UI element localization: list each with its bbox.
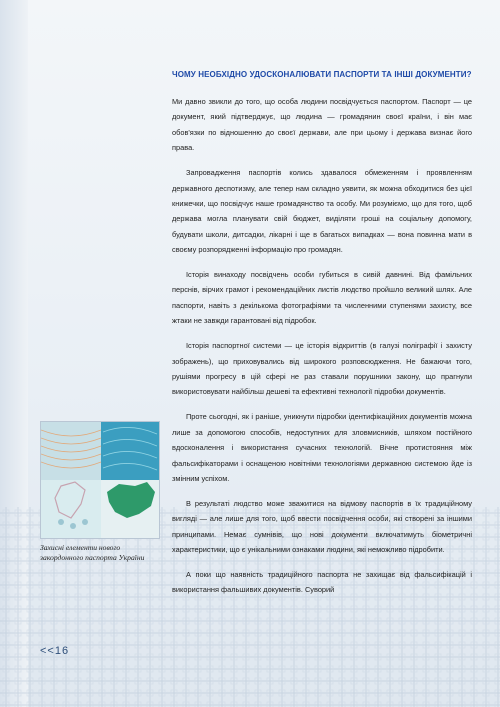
paragraph: Історія винаходу посвідчень особи губиться в сивій давнині. Від фамільних перснів, вірчих грамот і рекомендаційних листів людство пройшло великий шлях. Але паспорти, навіть з декількома фотографіями та численними ступенями захисту, все жтаки не завжди гарантовані від підробок. (172, 270, 472, 326)
paragraph: Ми давно звикли до того, що особа людини посвідчується паспортом. Паспорт — це документ, який підтверджує, що людина — громадянин своєї країни, і він має обов'язки по відношенню до своєї держави, але при цьому і держава визнає його права. (172, 97, 472, 153)
paragraph: Історія паспортної системи — це історія відкриттів (в галузі поліграфії і захисту зображень), що приховувались від широкого розповсюдження. Не бажаючи того, рушіями прогресу в цій сфері не раз ставали порушники закону, що прагнули використовувати найбільш дешеві та ефективні технології підробки документів. (172, 341, 472, 397)
paragraph: А поки що наявність традиційного паспорта не захищає від фальсифікацій і використання фальшивих документів. Суворий (172, 569, 472, 595)
paragraph: В результаті людство може зважитися на відмову паспортів в їх традиційному вигляді — але лише для того, щоб ввести посвідчення особи, які створені за іншими принципами. Немає сумнівів, що нові документи включатимуть біометричні характеристики, що є унікальними ознаками людини, які неможливо підробити. (172, 498, 472, 555)
page-number: <<16 (40, 645, 70, 657)
paragraph: Проте сьогодні, як і раніше, уникнути підробки ідентифікаційних документів можна лише за допомогою способів, недоступних для зловмисників, шляхом постійного вдосконалення і використання сучасних технологій. Вічне протистояння між фальсифікаторами і оснащеною новітніми технологіями державною системою йде із змінним успіхом. (172, 412, 472, 483)
article-body (172, 94, 472, 607)
section-heading: ЧОМУ НЕОБХІДНО УДОСКОНАЛЮВАТИ ПАСПОРТИ ТА ІНШІ ДОКУМЕНТИ? (172, 70, 472, 79)
passport-security-image (40, 421, 160, 539)
passport-security-illustration (41, 422, 159, 538)
paragraph: Запровадження паспортів колись здавалося обмеженням і проявленням державного деспотизму, але тепер нам складно уявити, як можна обходитися без цієї книжечки, що посвідчує наше громадянство та особу. Ми розуміємо, що для того, щоб держава могла планувати свій бюджет, виділяти гроші на соціальну допомогу, будувати школи, дитсадки, лікарні і ще в багатьох випадках — вона повинна мати в своєму розпорядженні інформацію про громадян. (172, 168, 472, 255)
image-caption: Захисні елементи нового закордонного паспорта України (40, 543, 145, 562)
